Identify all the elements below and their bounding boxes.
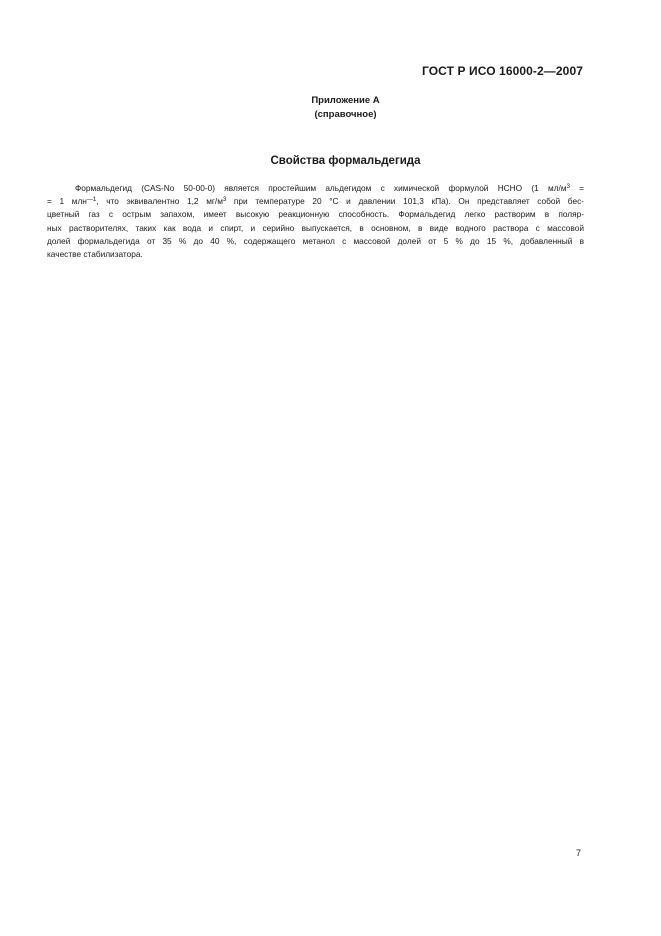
appendix-type: (справочное) [314,109,377,120]
paragraph-line: цветный газ с острым запахом, имеет высокую реакционную способность. Формальдегид легко растворим в поляр- [47,209,584,220]
appendix-title: Приложение А [311,95,380,106]
document-code: ГОСТ Р ИСО 16000-2—2007 [421,64,583,78]
paragraph-line: = 1 млн$^{—1}$, что эквивалентно 1,2 $мг/м^3$ при температуре 20 °C и давлении 101,3 кПа). Он представляет собой бес- [47,196,584,207]
section-title: Свойства формальдегида [270,155,421,167]
paragraph-line: долей формальдегида от 35 % до 40 %, содержащего метанол с массовой долей от 5 % до 15 %, добавленный в [47,235,584,246]
page-number: 7 [575,848,581,858]
body-paragraph [47,182,584,261]
appendix-heading [0,94,661,122]
paragraph-line: качестве стабилизатора. [47,249,143,260]
paragraph-line: ных растворителях, таких как вода и спирт, и серийно выпускается, в основном, в виде водного раствора с массовой [47,222,584,233]
paragraph-line: Формальдегид (CAS-No 50-00-0) является простейшим альдегидом с химической формулой НСНО (1 $мл/м^3$ = [75,183,584,193]
